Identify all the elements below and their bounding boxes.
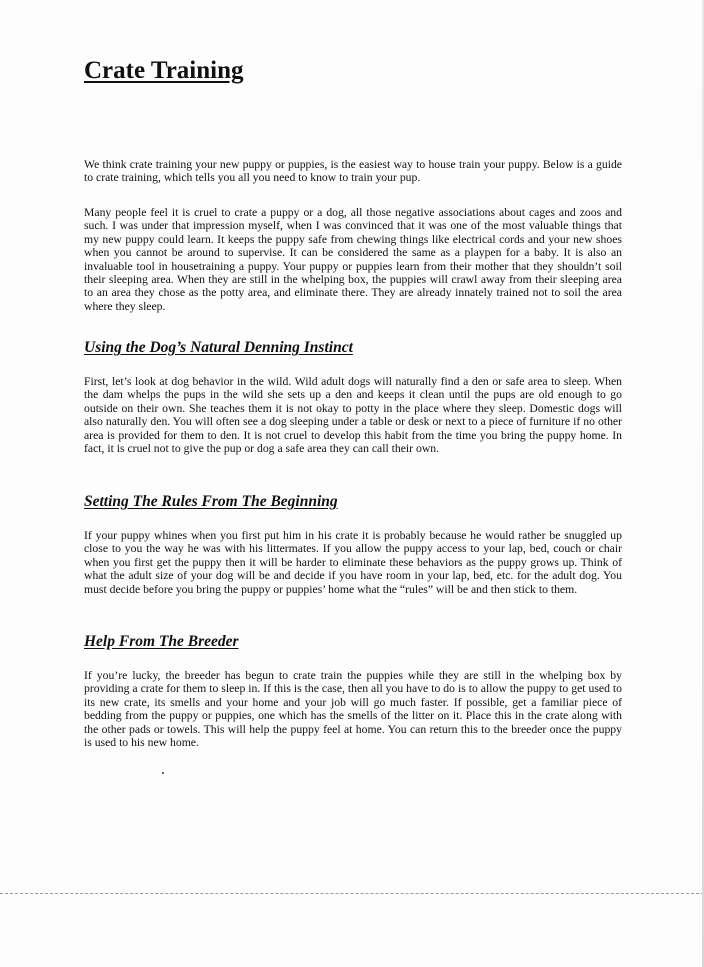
scan-speck — [162, 772, 164, 774]
section-body-denning-instinct: First, let’s look at dog behavior in the wild. Wild adult dogs will naturally find a den or safe area to sleep. When the dam whelps the pups in the wild she sets up a den and keeps it clean until the pups are old enough to go outside on their own. She teaches them it is not okay to potty in the place where they sleep. Domestic dogs will also naturally den. You will often see a dog sleeping under a table or desk or next to a piece of furniture if no other area is provided for them to den. It is not cruel to develop this habit from the time you bring the puppy home. In fact, it is cruel not to give the pup or dog a safe area they can call their own. — [84, 375, 622, 456]
section-body-help-from-breeder: If you’re lucky, the breeder has begun to crate train the puppies while they are still in the whelping box by providing a crate for them to sleep in. If this is the case, then all you have to do is to allow the puppy to get used to its new crate, its smells and your home and your job will go much faster. If possible, get a familiar piece of bedding from the puppy or puppies, one which has the smells of the litter on it. Place this in the crate along with the other pads or towels. This will help the puppy feel at home. You can return this to the breeder once the puppy is used to his new home. — [84, 669, 622, 750]
section-heading-help-from-breeder: Help From The Breeder — [84, 633, 239, 650]
section-body-setting-rules: If your puppy whines when you first put him in his crate it is probably because he would rather be snuggled up close to you the way he was with his littermates. If you allow the puppy access to your lap, bed, couch or chair when you first get the puppy then it will be harder to eliminate these behaviors as the puppy grows up. Think of what the adult size of your dog will be and decide if you have room in your lap, bed, etc. for the adult dog. You must decide before you bring the puppy or puppies’ home what the “rules” will be and then stick to them. — [84, 529, 622, 596]
scan-fold-line — [0, 893, 704, 894]
intro-paragraph: We think crate training your new puppy or puppies, is the easiest way to house train your puppy. Below is a guide to crate training, which tells you all you need to know to train your pup. — [84, 158, 622, 185]
document-title: Crate Training — [84, 57, 244, 84]
section-heading-denning-instinct: Using the Dog’s Natural Denning Instinct — [84, 339, 353, 356]
cruelty-paragraph: Many people feel it is cruel to crate a puppy or a dog, all those negative associations about cages and zoos and such. I was under that impression myself, when I was convinced that it was one of the most valuable things that my new puppy could learn. It keeps the puppy safe from chewing things like electrical cords and your new shoes when you cannot be around to supervise. It can be considered the same as a playpen for a baby. It is also an invaluable tool in housetraining a puppy. Your puppy or puppies learn from their mother that they shouldn’t soil their sleeping area. When they are still in the whelping box, the puppies will crawl away from their sleeping area to an area they chose as the potty area, and eliminate there. They are already innately trained not to soil the area where they sleep. — [84, 206, 622, 313]
section-heading-setting-rules: Setting The Rules From The Beginning — [84, 493, 338, 510]
